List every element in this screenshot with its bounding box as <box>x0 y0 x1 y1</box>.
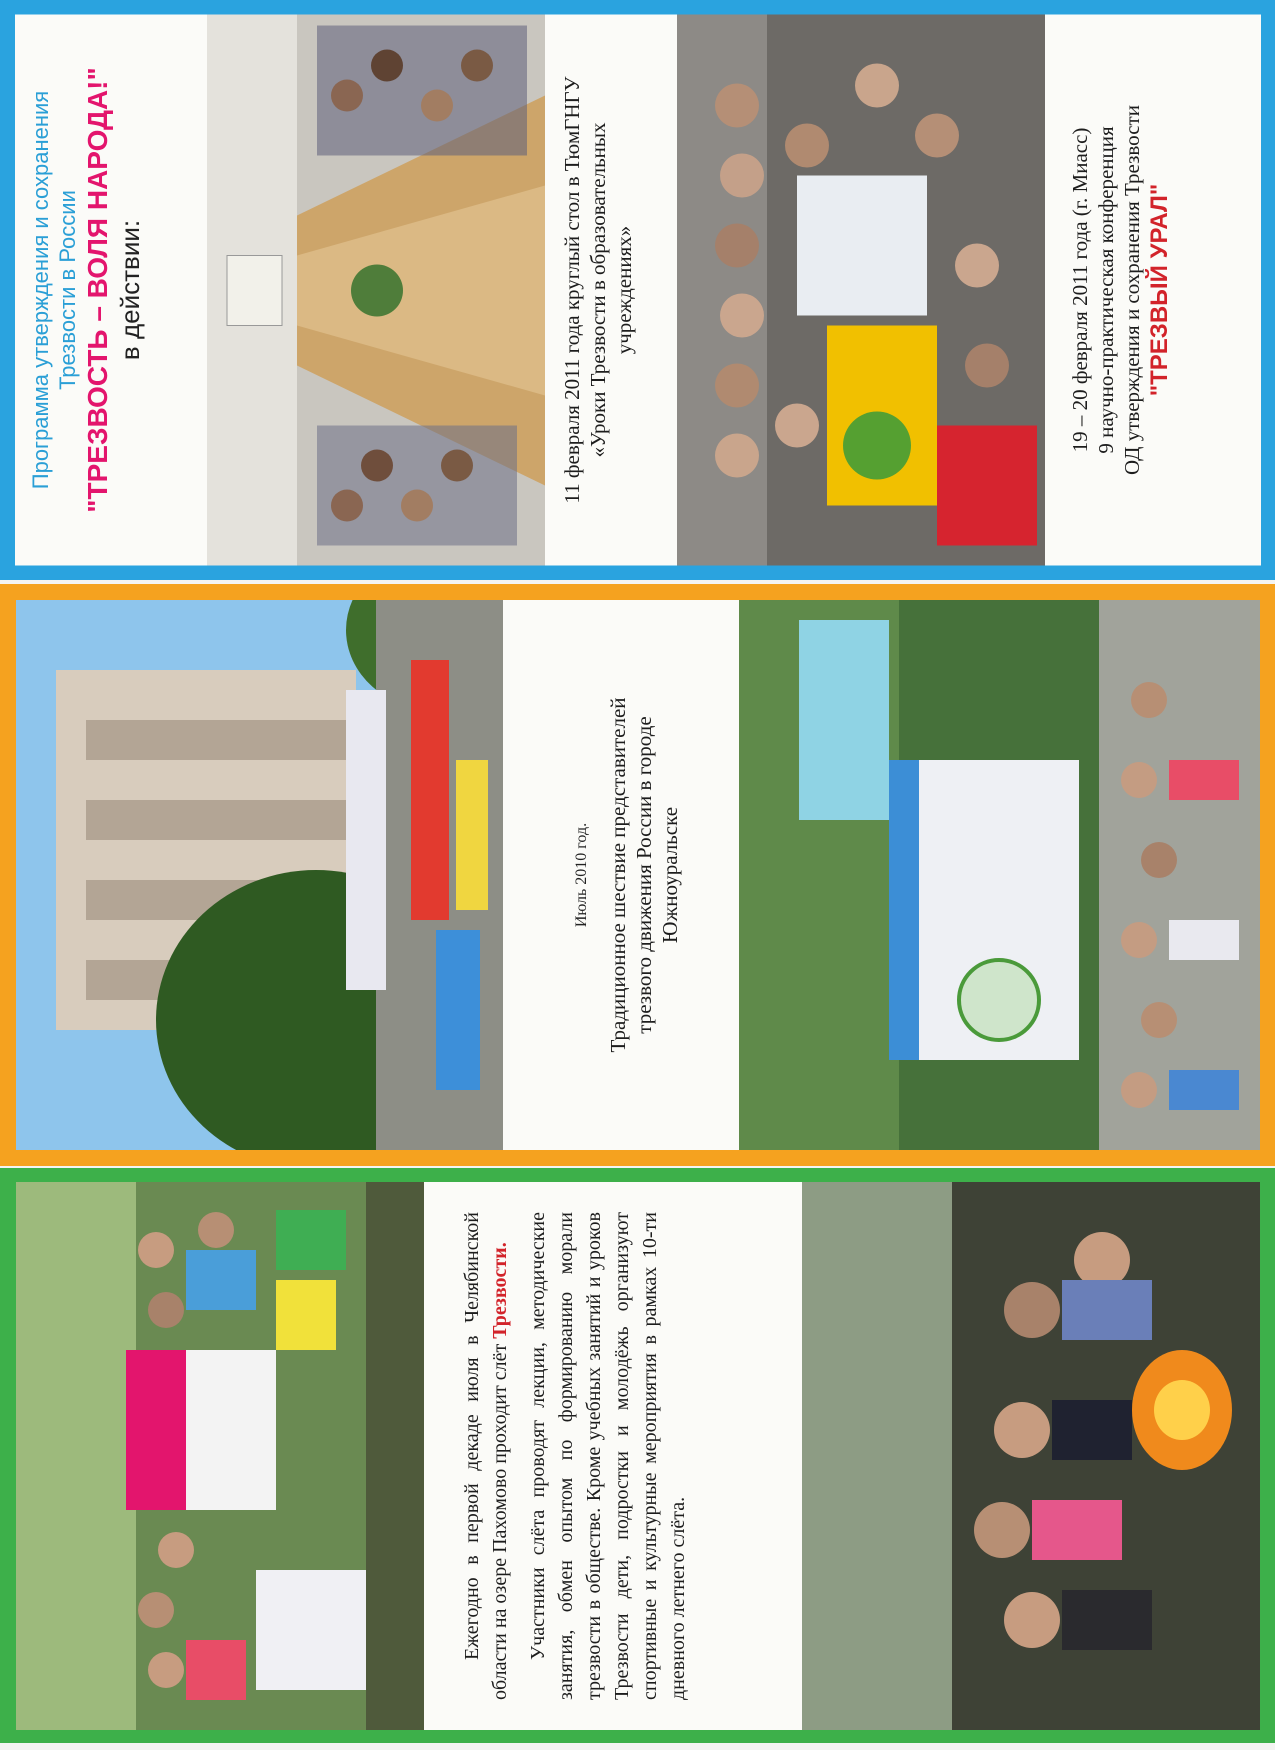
campfire-evening-photo-icon <box>802 1182 1260 1730</box>
march-date: Июль 2010 год. <box>572 822 590 928</box>
march-banner-street-photo-icon <box>739 600 1260 1150</box>
camp-group-photo-icon <box>16 1182 424 1730</box>
campfire-photo <box>802 1182 1260 1730</box>
caption1-line-1: 11 февраля 2011 года круглый стол в ТюмГНГУ <box>559 76 584 504</box>
caption2-line-2: 9 научно-практическая конференция <box>1093 126 1118 454</box>
panel-orange <box>0 584 1275 1166</box>
caption1-line-2: «Уроки Трезвости в образовательных <box>585 122 610 458</box>
panel-green <box>0 1168 1275 1743</box>
camp-description <box>424 1182 802 1730</box>
conference-group-photo-icon <box>677 15 1045 566</box>
round-table-caption <box>545 15 677 566</box>
camp-group-photo <box>16 1182 424 1730</box>
march-caption <box>503 600 739 1150</box>
camp-paragraph-1-text: Ежегодно в первой декаде июля в Челябинской области на озере Пахомово проходит слёт <box>460 1211 511 1700</box>
round-table-classroom-photo-icon <box>207 15 545 566</box>
march-caption-line-1: Традиционное шествие представителей <box>605 697 630 1053</box>
camp-paragraph-1 <box>458 1212 514 1700</box>
panel-orange-content <box>16 600 1260 1150</box>
panel-blue <box>0 0 1275 580</box>
caption2-line-4: "ТРЕЗВЫЙ УРАЛ" <box>1145 183 1173 397</box>
camp-paragraph-1-strong: Трезвости. <box>488 1241 511 1339</box>
march-caption-line-2: трезвого движения России в городе <box>631 716 656 1034</box>
caption2-line-1: 19 – 20 февраля 2011 года (г. Миасс) <box>1067 127 1092 453</box>
caption1-line-3: учреждениях» <box>611 225 636 355</box>
panel-green-content <box>16 1182 1260 1730</box>
march-with-banners-photo-icon <box>16 600 503 1150</box>
in-action-label: в действии: <box>114 219 145 361</box>
panel-blue-content <box>15 15 1261 566</box>
march-caption-line-3: Южноуральске <box>657 806 682 944</box>
program-line-1: Программа утверждения и сохранения <box>27 90 53 490</box>
caption2-line-3: ОД утверждения и сохранения Трезвости <box>1119 105 1144 475</box>
program-header <box>15 15 207 566</box>
round-table-photo <box>207 15 545 566</box>
conference-photo <box>677 15 1045 566</box>
street-march-photo <box>739 600 1260 1150</box>
conference-caption <box>1045 15 1261 566</box>
camp-paragraph-2: Участники слёта проводят лекции, методические занятия, обмен опытом по формированию морали трезвости в обществе. Кроме учебных занятий и уроков Трезвости дети, подростки и молодёжь организуют спортивные и культурные мероприятия в рамках 10-ти дневного летнего слёта. <box>526 1211 689 1700</box>
march-photo <box>16 600 503 1150</box>
program-line-2: Трезвости в России <box>54 190 80 390</box>
slogan: "ТРЕЗВОСТЬ – ВОЛЯ НАРОДА!" <box>81 67 113 513</box>
